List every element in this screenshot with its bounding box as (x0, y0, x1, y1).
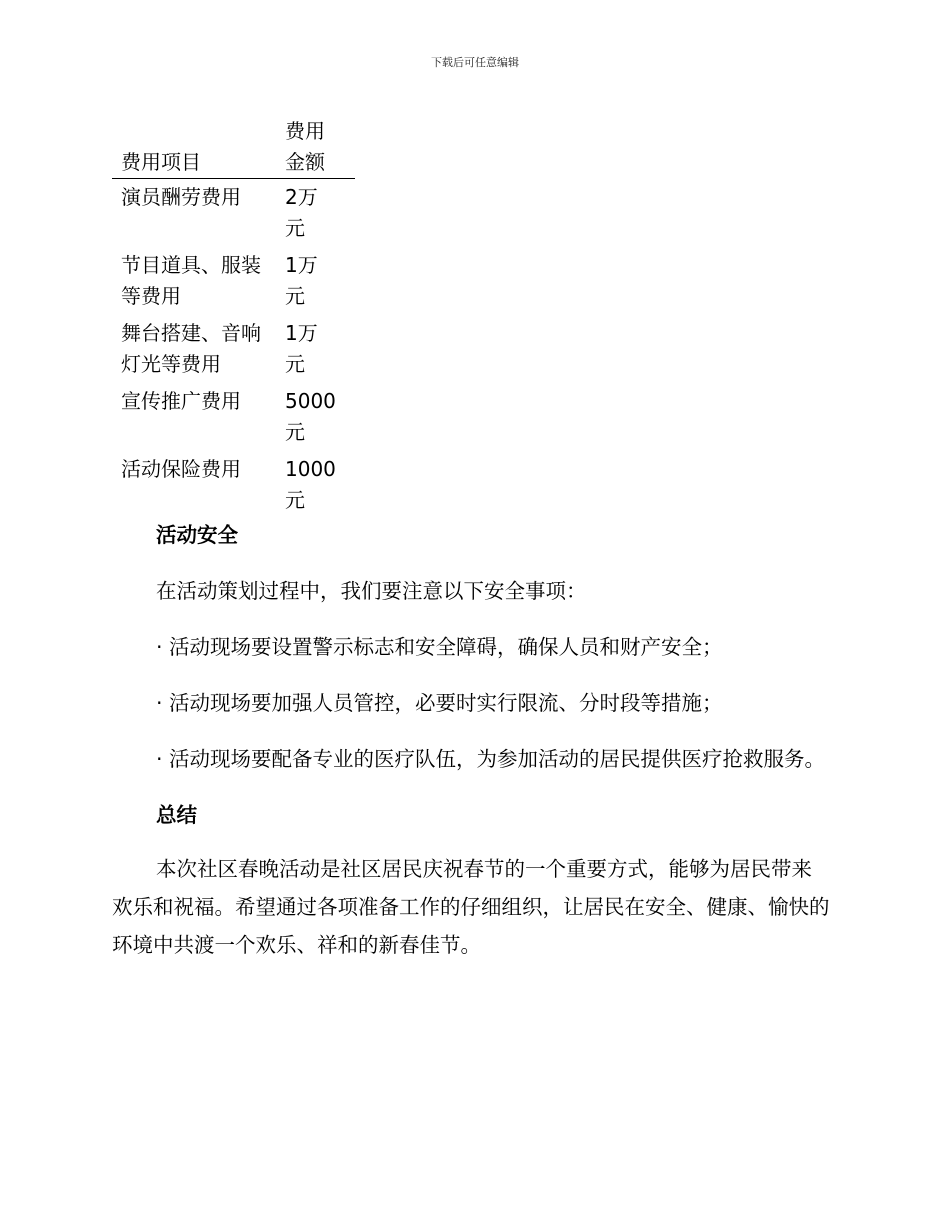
column-header-amount: 费用金额 (277, 116, 355, 179)
table-cell-amount: 1万元 (285, 253, 318, 308)
table-cell-amount: 2万元 (285, 185, 318, 240)
cost-table (112, 116, 355, 519)
table-row (112, 383, 355, 451)
table-row (112, 247, 355, 315)
table-row (112, 315, 355, 383)
table-row (112, 179, 355, 248)
table-cell-item: 宣传推广费用 (121, 389, 241, 413)
column-header-item: 费用项目 (112, 116, 277, 179)
safety-item: · 活动现场要加强人员管控，必要时实行限流、分时段等措施； (156, 691, 723, 715)
table-cell-item: 活动保险费用 (121, 457, 241, 481)
table-cell-item: 演员酬劳费用 (121, 185, 241, 209)
safety-intro: 在活动策划过程中，我们要注意以下安全事项： (156, 579, 587, 603)
table-row (112, 451, 355, 519)
table-cell-amount: 1万元 (285, 321, 318, 376)
table-header-row (112, 116, 355, 179)
section-heading-safety: 活动安全 (156, 523, 238, 547)
table-cell-item: 舞台搭建、音响灯光等费用 (121, 321, 261, 376)
section-heading-summary: 总结 (156, 803, 197, 827)
table-cell-amount: 1000元 (285, 457, 336, 512)
table-cell-amount: 5000元 (285, 389, 336, 444)
safety-item: · 活动现场要配备专业的医疗队伍，为参加活动的居民提供医疗抢救服务。 (156, 747, 826, 771)
summary-paragraph: 本次社区春晚活动是社区居民庆祝春节的一个重要方式，能够为居民带来欢乐和祝福。希望通过各项准备工作的仔细组织，让居民在安全、健康、愉快的环境中共渡一个欢乐、祥和的新春佳节。 (112, 857, 830, 957)
safety-item: · 活动现场要设置警示标志和安全障碍，确保人员和财产安全； (156, 635, 723, 659)
table-cell-item: 节目道具、服装等费用 (121, 253, 261, 308)
page-header-note: 下载后可任意编辑 (431, 56, 519, 69)
document-body (112, 518, 832, 964)
